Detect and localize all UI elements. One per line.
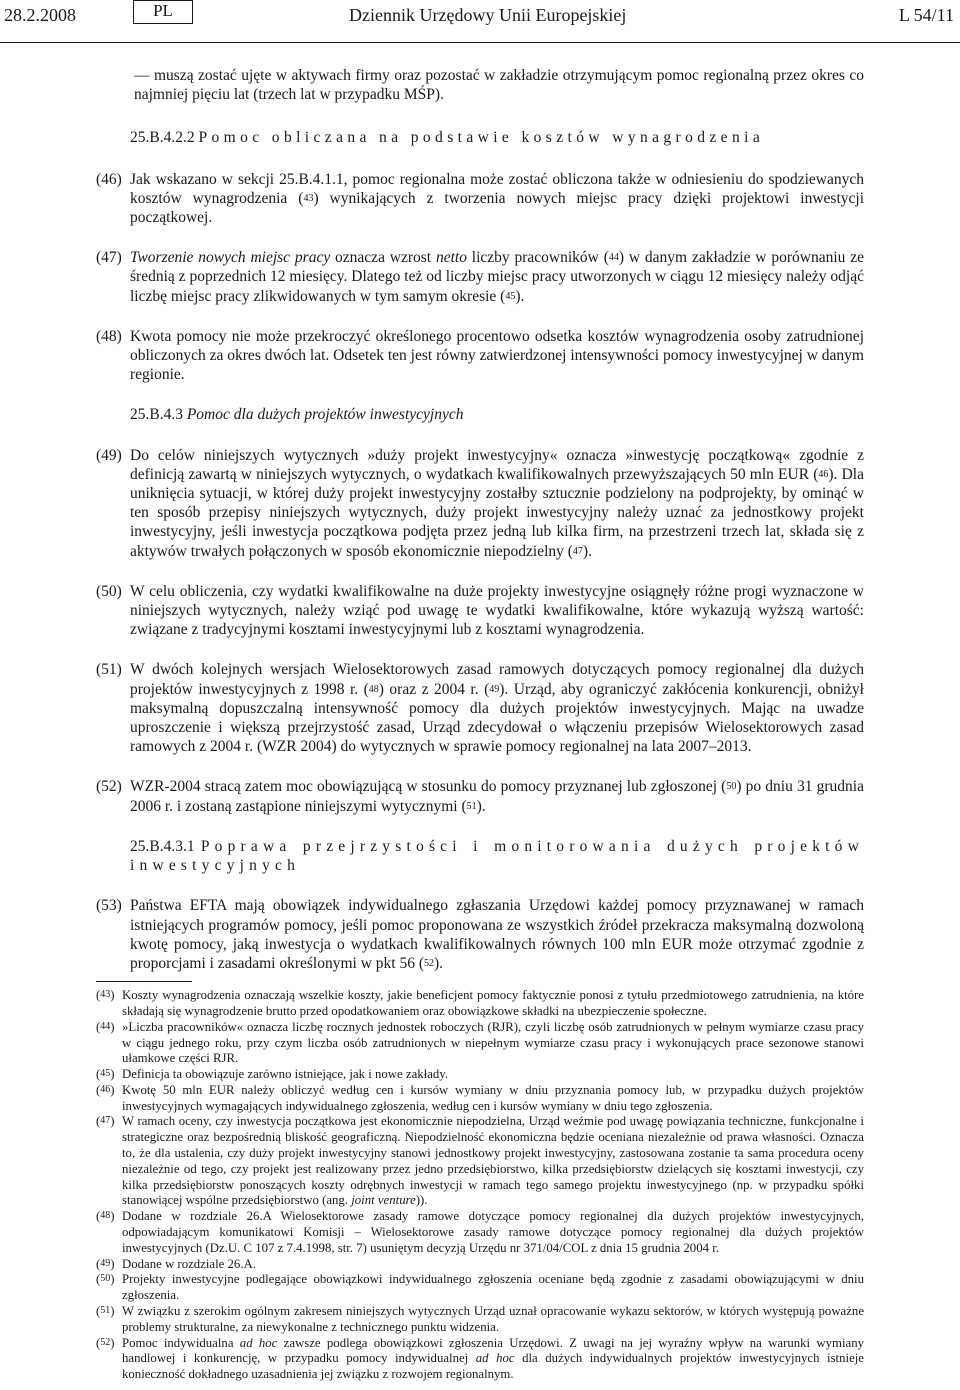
paragraph-text: ). Urząd, aby ograniczyć zakłócenia konkurencji, obniżył maksymalną dopuszczalną intensywność pomocy dla dużych projektów inwestycyjnych. Mając na uwadze uproszczenie i większą przejrzystość zasad, Urząd zdecydował o włączeniu przepisów Wielosektorowych zasad ramowych z 2004 r. (WZR 2004) do wytycznych w sprawie pomocy regionalnej na lata 2007–2013.: [130, 680, 864, 756]
header-rule: [0, 42, 960, 43]
footnote-50: [96, 1272, 864, 1304]
paragraph-text: W dwóch kolejnych wersjach Wielosektorowych zasad ramowych dotyczących pomocy regionalnej dla dużych projektów inwestycyjnych z 1998 r. (: [130, 661, 864, 698]
paragraph-text: ). Dla uniknięcia sytuacji, w której duży projekt inwestycyjny zostałby sztucznie podzielony na podprojekty, by ominąć w ten sposób przepisy niniejszych wytycznych, duży projekt inwestycyjny należy uznać za jednostkowy projekt inwestycyjny, jeśli inwestycja początkowa podjęta przez jedną lub kilka firm, na przestrzeni trzech lat, składa się z aktywów trwałych połączonych w sposób ekonomicznie niepodzielny (: [130, 465, 864, 560]
footnote-ref[interactable]: 47: [572, 545, 583, 557]
paragraph-text: ).: [582, 542, 592, 560]
footnote-47: [96, 1114, 864, 1209]
language-badge: PL: [133, 0, 193, 24]
paragraph-47: [96, 248, 864, 306]
paragraph-text: ).: [476, 797, 486, 815]
emphasis-text: netto: [435, 249, 467, 267]
footnote-ref[interactable]: 50: [726, 781, 737, 793]
section-number: 25.B.4.3: [130, 406, 183, 424]
footnote-number: ($^{50}$): [96, 1272, 115, 1287]
paragraph-text: Kwota pomocy nie może przekroczyć określonego procentowo odsetka kosztów wynagrodzenia osoby zatrudnionej obliczonych za okres dwóch lat. Odsetek ten jest równy zatwierdzonej intensywności pomocy inwestycyjnej w danym regionie.: [130, 327, 864, 384]
paragraph-number: (50): [96, 582, 122, 600]
document-body: [96, 66, 864, 1383]
emphasis-text: joint venture: [351, 1193, 416, 1208]
journal-title: Dziennik Urzędowy Unii Europejskiej: [349, 5, 627, 25]
header-date: 28.2.2008: [4, 5, 76, 25]
footnote-number: ($^{49}$): [96, 1256, 115, 1271]
section-number: 25.B.4.3.1: [130, 837, 195, 855]
footnote-text: W ramach oceny, czy inwestycja początkowa jest ekonomicznie niepodzielna, Urząd weźmie pod uwagę powiązania techniczne, funkcjonalne i strategiczne oraz bezpośrednią bliskość geograficzną. Niepodzielność ekonomiczna będzie oceniana niezależnie od prawa własności. Oznacza to, że dla ustalenia, czy duży projekt inwestycyjny stanowi jednostkowy projekt inwestycyjny, zastosowana zostanie ta sama procedura oceny niezależnie od tego, czy projekt jest realizowany przez jedno przedsiębiorstwo, kilka przedsiębiorstw dzielących się kosztami inwestycji, czy kilka przedsiębiorstw ponoszących koszty odrębnych inwestycji w ramach tego samego projektu inwestycyjnego (np. w przypadku spółki stanowiącej wspólne przedsiębiorstwo (ang.: [122, 1114, 864, 1208]
footnotes: [96, 988, 864, 1383]
footnote-number: ($^{48}$): [96, 1209, 115, 1224]
paragraph-number: (53): [96, 897, 122, 915]
section-title: Pomoc obliczana na podstawie kosztów wynagrodzenia: [198, 129, 765, 147]
footnote-number: ($^{47}$): [96, 1114, 115, 1129]
paragraph-text: ) po dniu 31 grudnia 2006 r. i zostaną zastąpione niniejszymi wytycznymi (: [130, 778, 864, 815]
paragraph-51: [96, 660, 864, 756]
paragraph-number: (46): [96, 170, 122, 188]
paragraph-text: oznacza wzrost: [330, 249, 436, 267]
footnote-number: ($^{45}$): [96, 1067, 115, 1082]
paragraph-text: WZR-2004 stracą zatem moc obowiązującą w stosunku do pomocy przyznanej lub zgłoszonej (: [130, 778, 727, 796]
footnote-number: ($^{44}$): [96, 1019, 115, 1034]
footnote-text: Dodane w rozdziale 26.A Wielosektorowe zasady ramowe dotyczące pomocy regionalnej dla dużych projektów inwestycyjnych, odpowiadającym komunikatowi Komisji – Wielosektorowe zasady ramowe dotyczące pomocy regionalnej dla dużych projektów inwestycyjnych (Dz.U. C 107 z 7.4.1998, str. 7) usuniętym decyzją Urzędu nr 371/04/COL z dnia 15 grudnia 2004 r.: [122, 1209, 864, 1255]
footnote-ref[interactable]: 46: [818, 468, 829, 480]
paragraph-number: (51): [96, 661, 122, 679]
footnote-separator: [96, 981, 192, 982]
footnote-49: [96, 1257, 864, 1273]
paragraph-46: [96, 170, 864, 228]
footnote-text: Pomoc indywidualna: [122, 1335, 240, 1350]
page-header: [0, 0, 960, 44]
paragraph-number: (47): [96, 249, 122, 267]
paragraph-text: liczby pracowników (: [466, 249, 609, 267]
footnote-text: dla dużych indywidualnych projektów inwestycyjnych istnieje konieczność dokładnego uzasadnienia jej związku z rozwojem regionalnym.: [122, 1351, 864, 1382]
footnote-text: Koszty wynagrodzenia oznaczają wszelkie koszty, jakie beneficjent pomocy faktycznie ponosi z tytułu przedmiotowego zatrudnienia, na które składają się wynagrodzenie brutto przed opodatkowaniem oraz obowiązkowe składki na ubezpieczenie społeczne.: [122, 988, 864, 1018]
section-heading-25b431: [96, 837, 864, 875]
paragraph-text: W celu obliczenia, czy wydatki kwalifikowalne na duże projekty inwestycyjne osiągnęły różne progi wyznaczone w niniejszych wytycznych, należy wziąć pod uwagę te wydatki kwalifikowalne, które wykazują wyższą wartość: związane z tradycyjnymi kosztami inwestycyjnymi lub z kosztami wynagrodzenia.: [130, 582, 864, 639]
footnote-text: W związku z szerokim ogólnym zakresem niniejszych wytycznych Urząd uznał opracowanie wykazu sektorów, w których występują poważne problemy strukturalne, za niewykonalne z technicznego punktu widzenia.: [122, 1304, 864, 1334]
footnote-number: ($^{51}$): [96, 1304, 115, 1319]
footnote-46: [96, 1083, 864, 1115]
emphasis-text: ad hoc: [475, 1351, 515, 1366]
paragraph-48: [96, 327, 864, 385]
footnote-text: Kwotę 50 mln EUR należy obliczyć według cen i kursów wymiany w dniu przyznania pomocy lub, w przypadku dużych projektów inwestycyjnych wymagających indywidualnego zgłoszenia, według cen i kursów wymiany w dniu tego zgłoszenia.: [122, 1082, 864, 1113]
footnote-text: zawsze podlega obowiązkowi zgłoszenia Urzędowi. Z uwagi na jej wyraźny wpływ na warunki wymiany handlowej i konkurencję, w przypadku pomocy indywidualnej: [122, 1335, 864, 1366]
paragraph-number: (52): [96, 778, 122, 796]
paragraph-text: ) w danym zakładzie w porównaniu ze średnią z poprzednich 12 miesięcy. Dlatego też od liczby miejsc pracy utworzonych w ciągu 12 miesięcy należy odjąć liczbę miejsc pracy zlikwidowanych w tym samym okresie (: [130, 249, 864, 305]
section-heading-25b422: [96, 128, 864, 147]
emphasis-text: Tworzenie nowych miejsc pracy: [130, 249, 331, 267]
emphasis-text: ad hoc: [239, 1335, 278, 1350]
page-number: L 54/11: [898, 5, 954, 25]
paragraph-text: ) oraz z 2004 r. (: [378, 680, 490, 698]
footnote-number: ($^{52}$): [96, 1335, 115, 1350]
footnote-ref[interactable]: 44: [608, 252, 619, 264]
footnote-text: Definicja ta obowiązuje zarówno istniejące, jak i nowe zakłady.: [122, 1067, 449, 1082]
paragraph-text: Do celów niniejszych wytycznych »duży projekt inwestycyjny« oznacza »inwestycję początkową« zgodnie z definicją zawartą w niniejszych wytycznych, o wydatkach kwalifikowalnych przewyższających 50 mln EUR (: [130, 446, 864, 483]
footnote-ref[interactable]: 48: [368, 683, 379, 695]
footnote-ref[interactable]: 51: [466, 800, 477, 812]
paragraph-50: [96, 582, 864, 640]
section-title: Pomoc dla dużych projektów inwestycyjnych: [186, 406, 464, 424]
footnote-text: )).: [415, 1193, 428, 1208]
footnote-ref[interactable]: 43: [303, 192, 314, 204]
paragraph-49: [96, 446, 864, 561]
footnote-ref[interactable]: 45: [505, 290, 516, 302]
paragraph-text: Państwa EFTA mają obowiązek indywidualnego zgłaszania Urzędowi każdej pomocy przyznawanej w ramach istniejących programów pomocy, jeśli pomoc proponowana ze wszystkich źródeł przekracza maksymalną dozwoloną kwotę pomocy, jaką inwestycja o wydatkach kwalifikowalnych równych 100 mln EUR może otrzymać zgodnie z proporcjami i zasadami określonymi w pkt 56 (: [130, 897, 864, 972]
footnote-52: [96, 1336, 864, 1383]
footnote-number: ($^{43}$): [96, 988, 115, 1003]
section-number: 25.B.4.2.2: [130, 129, 195, 147]
section-title: Poprawa przejrzystości i monitorowania dużych projektów inwestycyjnych: [130, 837, 864, 875]
paragraph-52: [96, 777, 864, 815]
footnote-51: [96, 1304, 864, 1336]
footnote-text: Dodane w rozdziale 26.A.: [122, 1256, 256, 1271]
footnote-text: Projekty inwestycyjne podlegające obowiązkowi indywidualnego zgłoszenia oceniane będą zgodnie z zasadami obowiązującymi w dniu zgłoszenia.: [122, 1272, 864, 1303]
footnote-45: [96, 1067, 864, 1083]
paragraph-53: [96, 896, 864, 973]
intro-text: — muszą zostać ujęte w aktywach firmy oraz pozostać w zakładzie otrzymującym pomoc regionalną przez okres co najmniej pięciu lat (trzech lat w przypadku MŚP).: [134, 67, 864, 104]
intro-dash-item: [96, 66, 864, 104]
footnote-48: [96, 1209, 864, 1256]
footnote-number: ($^{46}$): [96, 1082, 115, 1097]
footnote-44: [96, 1020, 864, 1067]
section-heading-25b43: [96, 405, 864, 424]
paragraph-text: Jak wskazano w sekcji 25.B.4.1.1, pomoc regionalna może zostać obliczona także w odniesieniu do spodziewanych kosztów wynagrodzenia (: [130, 170, 864, 207]
paragraph-number: (48): [96, 327, 122, 345]
footnote-ref[interactable]: 49: [489, 683, 500, 695]
paragraph-text: ).: [515, 287, 525, 305]
paragraph-text: ).: [434, 954, 444, 972]
paragraph-text: ) wynikających z tworzenia nowych miejsc pracy dzięki projektowi inwestycji początkowej.: [130, 189, 864, 227]
paragraph-number: (49): [96, 446, 122, 464]
footnote-43: [96, 988, 864, 1020]
footnote-text: »Liczba pracowników« oznacza liczbę rocznych jednostek roboczych (RJR), czyli liczbę osób zatrudnionych w pełnym wymiarze czasu pracy w ciągu jednego roku, przy czym liczba osób zatrudnionych w niepełnym wymiarze czasu pracy i wykonujących prace sezonowe stanowi ułamkowe części RJR.: [122, 1019, 864, 1066]
footnote-ref[interactable]: 52: [424, 957, 435, 969]
